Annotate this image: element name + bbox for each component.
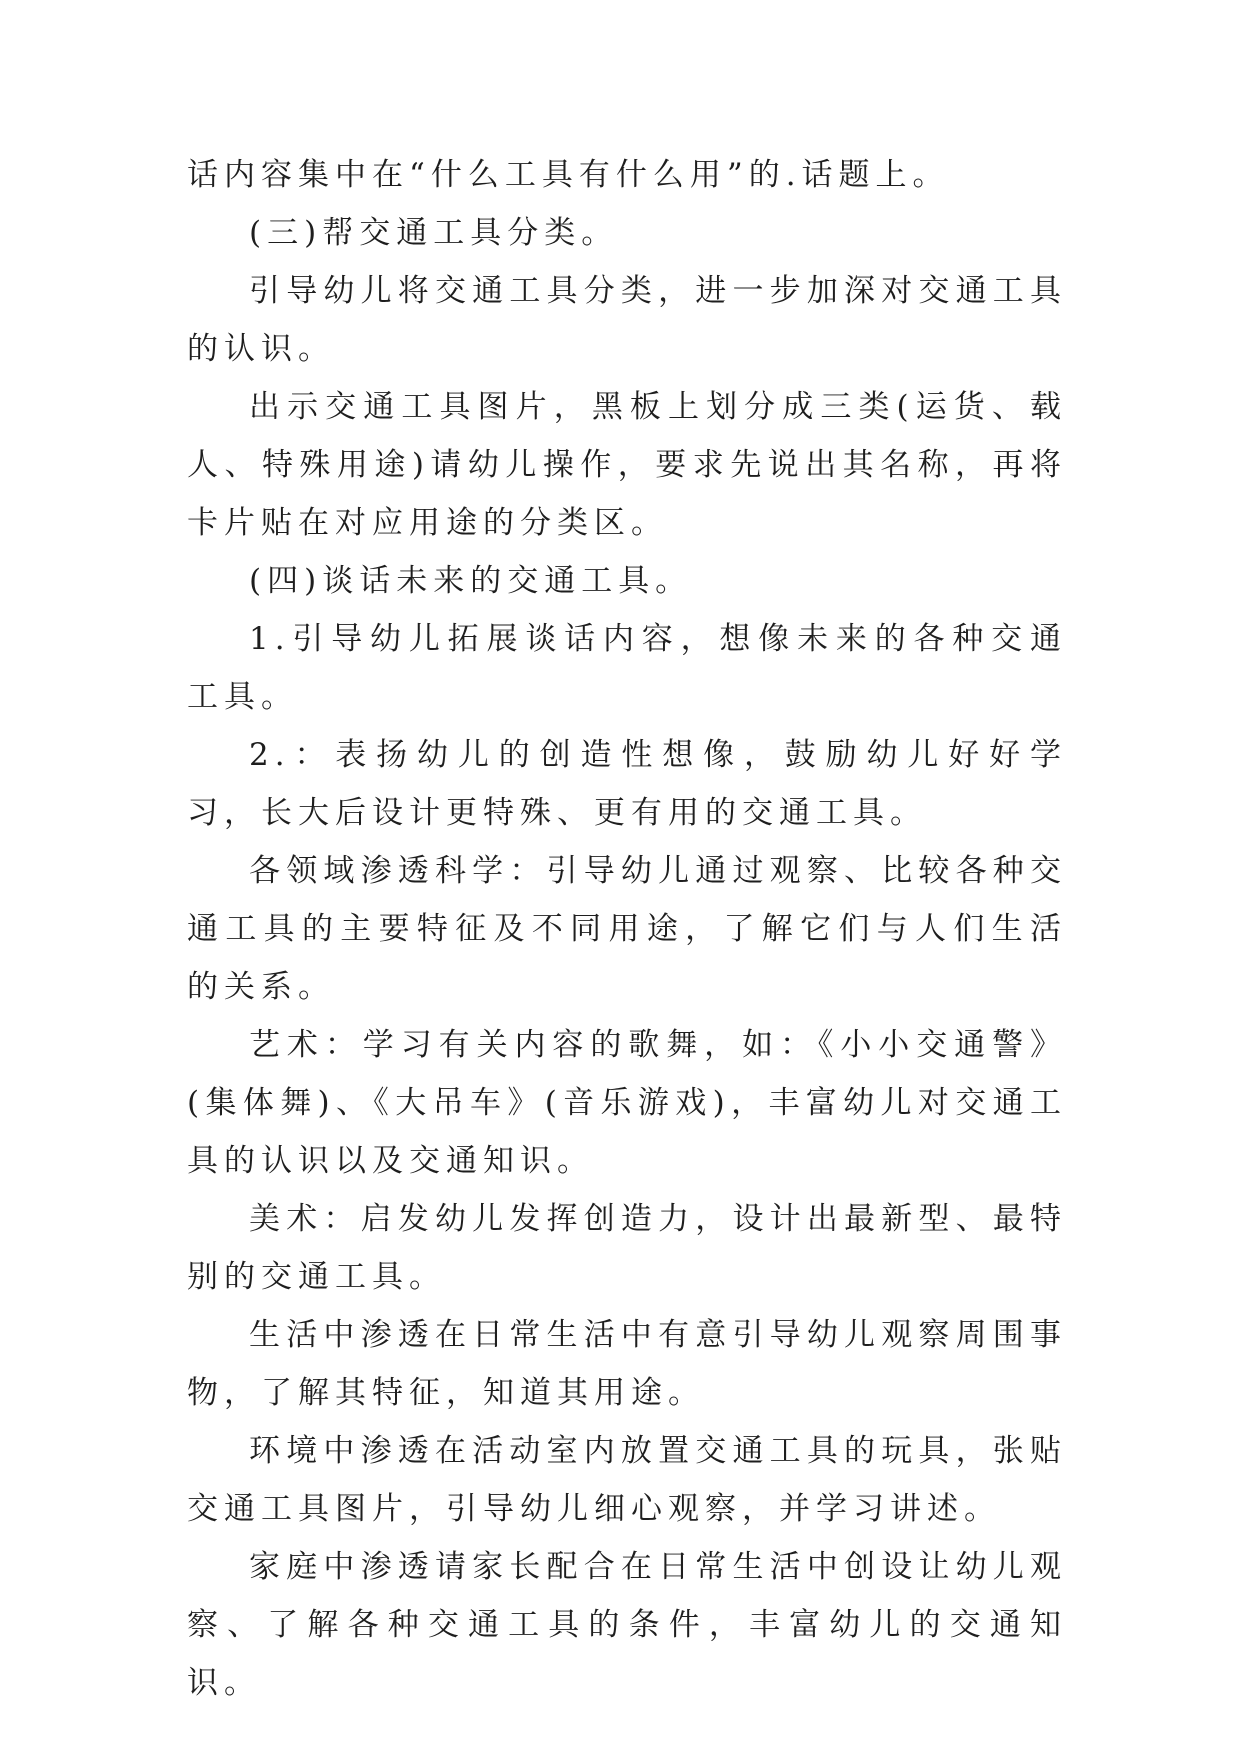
section-heading: (三)帮交通工具分类。: [249, 215, 619, 251]
document-body: [187, 146, 1067, 1712]
list-item: 2.：表扬幼儿的创造性想像，鼓励幼儿好好学习，长大后设计更特殊、更有用的交通工具。: [187, 737, 1067, 831]
paragraph: 话内容集中在“什么工具有什么用”的.话题上。: [187, 157, 950, 193]
paragraph: 艺术：学习有关内容的歌舞，如：《小小交通警》(集体舞)、《大吊车》(音乐游戏)，丰富幼儿对交通工具的认识以及交通知识。: [187, 1027, 1067, 1179]
paragraph: 出示交通工具图片，黑板上划分成三类(运货、载人、特殊用途)请幼儿操作，要求先说出其名称，再将卡片贴在对应用途的分类区。: [187, 389, 1067, 541]
section-heading: (四)谈话未来的交通工具。: [249, 563, 693, 599]
paragraph: 环境中渗透在活动室内放置交通工具的玩具，张贴交通工具图片，引导幼儿细心观察，并学习讲述。: [187, 1433, 1067, 1527]
list-item: 1.引导幼儿拓展谈话内容，想像未来的各种交通工具。: [187, 621, 1067, 715]
paragraph: 各领域渗透科学：引导幼儿通过观察、比较各种交通工具的主要特征及不同用途，了解它们与人们生活的关系。: [187, 853, 1067, 1005]
paragraph: 引导幼儿将交通工具分类，进一步加深对交通工具的认识。: [187, 273, 1067, 367]
paragraph: 美术：启发幼儿发挥创造力，设计出最新型、最特别的交通工具。: [187, 1201, 1067, 1295]
paragraph: 生活中渗透在日常生活中有意引导幼儿观察周围事物，了解其特征，知道其用途。: [187, 1317, 1067, 1411]
paragraph: 家庭中渗透请家长配合在日常生活中创设让幼儿观察、了解各种交通工具的条件，丰富幼儿的交通知识。: [187, 1549, 1067, 1701]
